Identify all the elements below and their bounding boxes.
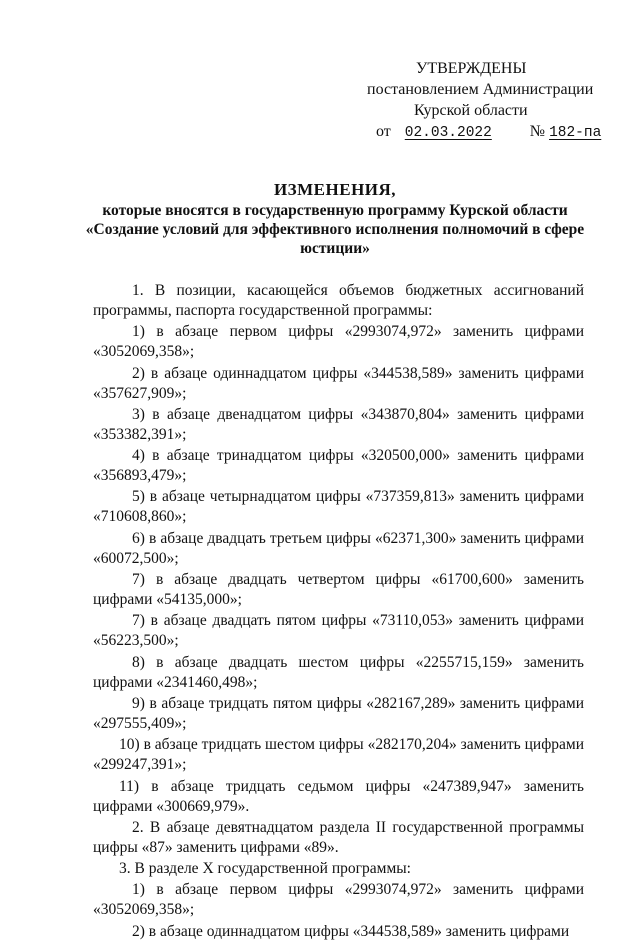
approval-line-region: Курской области (414, 102, 528, 119)
paragraph-1-item-1: 1) в абзаце первом цифры «2993074,972» заменить цифрами «3052069,358»; (93, 323, 584, 361)
paragraph-1: 1. В позиции, касающейся объемов бюджетных ассигнований программы, паспорта государственной программы: (93, 282, 584, 319)
approval-title: УТВЕРЖДЕНЫ (416, 60, 527, 77)
paragraph-3-item-2: 2) в абзаце одиннадцатом цифры «344538,589» заменить цифрами (132, 922, 570, 940)
paragraph-1-item-2: 2) в абзаце одиннадцатом цифры «344538,589» заменить цифрами «357627,909»; (93, 364, 584, 402)
paragraph-1-item-11: 11) в абзаце тридцать седьмом цифры «247389,947» заменить цифрами «300669,979». (93, 777, 584, 815)
date-prefix: от (376, 123, 391, 140)
document-heading (80, 180, 590, 258)
approval-block (300, 58, 602, 144)
paragraph-1-item-8: 8) в абзаце двадцать шестом цифры «2255715,159» заменить цифрами «2341460,498»; (93, 653, 584, 691)
approval-date-line (300, 121, 602, 144)
paragraph-2: 2. В абзаце девятнадцатом раздела II государственной программы цифры «87» заменить цифрами «89». (93, 818, 584, 856)
heading-subtitle-line-2: «Создание условий для эффективного исполнения полномочий в сфере (85, 221, 585, 238)
approval-date: 02.03.2022 (404, 125, 492, 141)
heading-title: ИЗМЕНЕНИЯ, (273, 180, 397, 199)
paragraph-1-item-7a: 7) в абзаце двадцать четвертом цифры «61700,600» заменить цифрами «54135,000»; (93, 571, 584, 609)
number-prefix: № (529, 123, 546, 140)
paragraph-3-item-1: 1) в абзаце первом цифры «2993074,972» заменить цифрами «3052069,358»; (93, 881, 584, 919)
paragraph-1-item-4: 4) в абзаце тринадцатом цифры «320500,000» заменить цифрами «356893,479»; (93, 447, 584, 485)
paragraph-1-item-10: 10) в абзаце тридцать шестом цифры «282170,204» заменить цифрами «299247,391»; (93, 736, 584, 774)
paragraph-1-item-6: 6) в абзаце двадцать третьем цифры «62371,300» заменить цифрами «60072,500»; (93, 529, 584, 567)
heading-subtitle-line-1: которые вносятся в государственную программу Курской области (102, 202, 568, 219)
approval-line-decree: постановлением Администрации (367, 81, 594, 98)
paragraph-1-item-7b: 7) в абзаце двадцать пятом цифры «73110,053» заменить цифрами «56223,500»; (93, 612, 584, 650)
approval-number: 182-па (549, 125, 602, 141)
paragraph-1-item-9: 9) в абзаце тридцать пятом цифры «282167,289» заменить цифрами «297555,409»; (93, 694, 584, 732)
document-body (93, 281, 584, 943)
paragraph-1-item-3: 3) в абзаце двенадцатом цифры «343870,804» заменить цифрами «353382,391»; (93, 405, 584, 443)
heading-subtitle-line-3: юстиции» (300, 240, 370, 257)
paragraph-1-item-5: 5) в абзаце четырнадцатом цифры «737359,813» заменить цифрами «710608,860»; (93, 488, 584, 526)
paragraph-3: 3. В разделе X государственной программы: (119, 860, 411, 878)
